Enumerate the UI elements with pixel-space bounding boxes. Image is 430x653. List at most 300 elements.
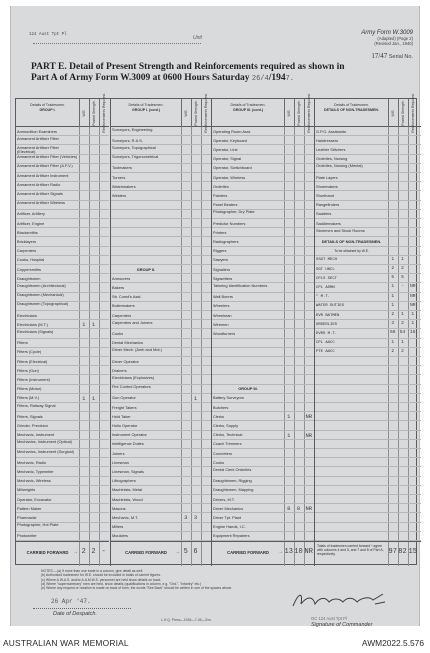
trade-label [316, 467, 387, 476]
table-row [16, 412, 109, 421]
table-row [111, 357, 211, 366]
accession-number: AWM2022.5.576 [361, 638, 424, 648]
table-row [16, 348, 109, 357]
trade-label: Welders [112, 192, 127, 198]
table-row [315, 127, 421, 136]
table-row [111, 403, 211, 412]
table-row [111, 458, 211, 467]
table-row [315, 458, 421, 467]
table-row [16, 247, 109, 256]
table-row [315, 339, 421, 348]
note-line: (d) Where "supernumerary" men are held, show details (qualifications in column, e.g. "Ord.", "Infantry" etc.) [41, 581, 202, 586]
table-row [111, 136, 211, 145]
non-tradesman-we: 1 [391, 256, 395, 262]
trade-label: G.P.O. Assistants [316, 128, 346, 134]
trade-label [316, 523, 387, 532]
group-label: GROUP III. (cont.) [232, 107, 264, 112]
table-row [315, 385, 421, 394]
group-label: GROUP I. [39, 107, 56, 112]
trade-label [316, 513, 387, 522]
trade-label: Electricians [17, 312, 37, 318]
trade-label: Joiners [112, 450, 125, 456]
table-row [111, 293, 211, 302]
unit-rule [33, 43, 201, 44]
serial-label: Serial No. [388, 54, 413, 60]
form-document [10, 6, 420, 626]
trade-label: Clerks [213, 413, 225, 419]
institution-name: AUSTRALIAN WAR MEMORIAL [3, 638, 129, 648]
part-title-line2 [31, 73, 411, 85]
table-row [16, 495, 109, 504]
note-line: (b) Authorised tradesmen for W.E. should be included in totals of carried figures. [41, 573, 162, 578]
trade-label: Driver Tpt. Plant [213, 514, 242, 520]
trade-label: Armament Artificer Fitter (A.F.V.) [17, 163, 73, 169]
table-row [16, 329, 109, 338]
table-row [111, 421, 211, 430]
row-value: 1 [287, 431, 291, 439]
table-row [111, 302, 211, 311]
table-row [212, 145, 314, 154]
arrow-icon: → [278, 549, 283, 555]
trade-label [316, 366, 387, 375]
table-row [16, 155, 109, 164]
table-row [16, 311, 109, 320]
table-group-group1c [110, 93, 210, 566]
table-row [16, 440, 109, 449]
table-row [315, 247, 421, 256]
trade-label: Grinder, Precision [17, 422, 48, 428]
table-row [111, 440, 211, 449]
table-row [16, 375, 109, 384]
trade-label [316, 477, 387, 486]
trade-label: Dental Clerk Orderlies [213, 467, 252, 472]
dispatch-rule [33, 608, 131, 609]
table-row [315, 136, 421, 145]
row-value: 3 [184, 514, 188, 522]
table-row [212, 403, 314, 412]
non-tradesman-we: 1 [391, 284, 395, 290]
table-row [16, 173, 109, 182]
column-header-w-e [388, 99, 398, 127]
unit-label: Unit [193, 35, 202, 41]
part-title-year-suffix: 7. [285, 75, 294, 83]
trade-label: Wall Borers [213, 294, 233, 300]
strength-table [15, 93, 417, 565]
carried-forward-value: 5 [183, 548, 188, 556]
trade-label [213, 339, 283, 348]
table-row [16, 191, 109, 200]
table-row [315, 164, 421, 173]
trade-label: Millers [112, 524, 124, 530]
dispatch-date: 26 Apr '47. [51, 598, 91, 605]
table-row [212, 486, 314, 495]
table-row [315, 375, 421, 384]
column-header-w-e [79, 99, 89, 127]
trade-label: Shorthand [316, 192, 334, 198]
column-header-posted-strength [294, 99, 304, 127]
table-row [212, 210, 314, 219]
trade-label: Mechanics, Instrument (Surgical) [17, 449, 74, 454]
table-row [16, 403, 109, 412]
table-row [111, 385, 211, 394]
row-value: 1 [82, 321, 86, 329]
column-header-text: W.E. [391, 109, 396, 117]
column-header-text: Reinforcements Required. [102, 93, 107, 133]
trade-label: Carpenters and Joiners [112, 320, 153, 325]
column-header-text: Posted Strength. [92, 100, 96, 126]
table-row [315, 366, 421, 375]
carried-forward-value: 2 [91, 548, 96, 556]
trade-label: Electricians (M.T.) [17, 321, 48, 327]
table-group-group1 [16, 93, 109, 566]
non-tradesman-posted: 2 [401, 266, 404, 271]
table-row [111, 486, 211, 495]
table-row [111, 191, 211, 200]
trade-label: Mechanic, Wireless [17, 478, 51, 484]
table-row [212, 477, 314, 486]
trade-label [112, 201, 180, 210]
table-row [16, 357, 109, 366]
trade-label [316, 385, 387, 394]
part-title-line1: PART E. Detail of Present Strength and Reinforcements required as shown in [31, 62, 345, 72]
non-tradesman-req: NR [409, 293, 416, 299]
table-row [111, 274, 211, 283]
totals-value: 97 [388, 548, 397, 556]
table-row [111, 394, 211, 403]
trade-label: Saddlemakers [316, 220, 341, 226]
trade-label: Machinists, Wood [112, 496, 143, 502]
trade-label: Armament Artificer Radio [17, 182, 61, 187]
non-tradesman-rank: SSGT MECH [316, 258, 338, 263]
carried-forward-value: - [101, 548, 106, 556]
totals-value: 15 [408, 548, 417, 556]
table-row [16, 182, 109, 191]
table-row [212, 449, 314, 458]
row-value: 1 [193, 394, 198, 402]
table-row [16, 201, 109, 210]
trade-label: Blacksmiths [17, 229, 38, 235]
table-row [16, 431, 109, 440]
table-row [212, 283, 314, 292]
non-tradesman-rank: WATER DUTIES [316, 304, 345, 309]
trade-label: Millwrights [17, 487, 36, 493]
trade-label: Draughtsmen, Rigging [213, 478, 252, 484]
non-tradesman-posted: - [401, 284, 404, 290]
trade-label: Orderlies [213, 183, 229, 189]
form-adapted: (Adapted) (Page 2) [377, 36, 413, 41]
trade-label: To be obtained by W.E. [334, 249, 369, 254]
table-row [212, 311, 314, 320]
unit-handwritten: 124 Aust Tpt Pl [29, 33, 67, 37]
column-header-text: Posted Strength. [401, 100, 405, 126]
non-tradesman-rank: CPL ADMN [316, 285, 335, 290]
table-row [315, 513, 421, 522]
trade-label: Signwriters [213, 275, 233, 281]
table-row [212, 532, 314, 541]
table-row [111, 256, 211, 265]
trade-label: Mechanic, Instrument [17, 432, 55, 438]
trade-label: Fitters (M.V.) [17, 395, 40, 401]
table-row [315, 302, 421, 311]
trade-label [316, 486, 387, 495]
trade-label: Freight Takers [112, 404, 137, 410]
trade-label [213, 348, 283, 357]
column-header-posted-strength [398, 99, 408, 127]
table-row [315, 403, 421, 412]
trade-label: Operating Room Asst. [213, 128, 252, 134]
column-header-reinforcements-required [408, 93, 419, 133]
trade-label: Gun Operator [112, 395, 136, 401]
trade-label: Draughtsmen [17, 275, 41, 281]
non-tradesman-posted: 1 [401, 256, 404, 262]
table-row [212, 136, 314, 145]
trade-label: Printers [213, 229, 227, 235]
trade-label: Armament Artificer Wireless [17, 200, 65, 206]
tradesmen-column-header [16, 99, 79, 127]
non-tradesman-req: NR [409, 302, 416, 308]
trade-label: Fitters, Railway Signal [17, 403, 56, 408]
trade-label: Wheelman [213, 312, 232, 318]
trade-label: Wiremen [213, 321, 229, 327]
trade-label: Shoemakers [316, 183, 338, 189]
table-row [212, 504, 314, 513]
form-reference [293, 30, 413, 46]
table-row [212, 412, 314, 421]
trade-label: Electricians (Signals) [17, 329, 54, 334]
table-row [315, 191, 421, 200]
row-value: 8 [296, 505, 301, 513]
table-row [16, 385, 109, 394]
trade-label: Linesman [112, 459, 129, 465]
part-title [31, 62, 411, 85]
group-heading: GROUP III. [238, 386, 258, 392]
table-row [212, 458, 314, 467]
trade-label: Drivers, M.T. [213, 496, 235, 502]
group-label: GROUP I. (cont.) [131, 107, 161, 112]
non-tradesman-rank: PTE AACC [316, 350, 335, 355]
carried-forward-label: CARRIED FORWARD [26, 550, 69, 555]
trade-label: Fire Control Operators [112, 384, 151, 390]
tradesmen-column-header [212, 99, 284, 127]
non-tradesman-we: 1 [391, 293, 395, 299]
trade-label: Operator, Keyboard [213, 137, 247, 143]
trade-label: Draughtsmen, Mapping [213, 487, 254, 493]
table-row [212, 256, 314, 265]
carried-forward-value: 2 [81, 548, 86, 556]
table-row [16, 237, 109, 246]
non-tradesman-posted: 5 [401, 275, 404, 281]
non-tradesman-posted: 1 [401, 339, 404, 345]
table-row [111, 513, 211, 522]
table-row [111, 164, 211, 173]
table-row [111, 477, 211, 486]
column-header-text: W.E. [287, 109, 292, 117]
commander-signature [289, 590, 389, 612]
form-revised: (Revised Jan., 1940) [374, 41, 413, 46]
trade-label: Pharmacist [17, 514, 37, 520]
trade-label [316, 449, 387, 458]
note-line: NOTES.—(a) If more than one trade in a column, give detail as well. [41, 569, 144, 573]
table-row [111, 173, 211, 182]
trade-label: Clerks, Technical [213, 432, 243, 438]
table-row [111, 283, 211, 292]
trade-label: Intelligence Duties [112, 441, 144, 447]
table-row [16, 293, 109, 302]
trade-label [112, 256, 180, 265]
table-row [111, 467, 211, 476]
trade-label [316, 375, 387, 384]
table-row [315, 237, 421, 246]
table-row [16, 477, 109, 486]
arrow-icon: → [175, 549, 180, 555]
form-header [11, 6, 421, 94]
non-tradesman-rank: CPLS SECT [316, 276, 338, 281]
trade-label: Tailoring Identification Numbers [213, 283, 268, 288]
carried-forward-row [212, 541, 314, 565]
dispatch-label: Date of Despatch. [53, 611, 98, 617]
trade-label: Turners [112, 174, 126, 180]
trade-label: Plate Layers [316, 174, 338, 180]
table-row [212, 293, 314, 302]
column-header-posted-strength [89, 99, 99, 127]
trade-label: Armament Artificer Fitter [17, 136, 59, 141]
signature-label: Signature of Commander [311, 622, 373, 628]
trade-label: Bricklayers [17, 238, 37, 244]
table-row [111, 320, 211, 329]
trade-label: Leather Stitchers [316, 146, 346, 152]
trade-label [316, 458, 387, 467]
table-row [212, 431, 314, 440]
trade-label: Artificer, Engine [17, 220, 45, 226]
trade-label: Surveyors, Topographical [112, 145, 156, 150]
table-row [315, 357, 421, 366]
row-value: 8 [287, 505, 291, 513]
trade-label: Predictor Numbers [213, 220, 246, 226]
table-group-group3a [211, 93, 313, 566]
trade-label: Radiographers [213, 238, 239, 244]
trade-label [316, 495, 387, 504]
group-heading: GROUP II. [136, 266, 156, 272]
table-row [212, 219, 314, 228]
table-row [111, 219, 211, 228]
trade-label: Engine Hands, I.C. [213, 524, 246, 530]
tradesmen-column-label: Details of Tradesmen. [128, 103, 164, 107]
carried-forward-label: CARRIED FORWARD [125, 550, 167, 555]
table-row [315, 329, 421, 338]
trade-label: Cooks [112, 330, 124, 336]
table-row [212, 182, 314, 191]
trade-label: DETAILS OF NON-TRADESMEN. [321, 238, 382, 244]
trade-label: Equipment Repairers [213, 533, 250, 539]
trade-label: Clerks, Supply [213, 422, 239, 428]
trade-label: Fitters (Gun) [17, 367, 39, 373]
table-row [315, 421, 421, 430]
table-row [315, 182, 421, 191]
table-row [212, 265, 314, 274]
part-title-line2-text: Part A of Army Form W.3009 at 0600 Hours Saturday [31, 73, 250, 83]
table-row [212, 201, 314, 210]
column-header-text: W.E. [184, 109, 189, 117]
table-row [16, 366, 109, 375]
trade-label: Bakers [112, 284, 125, 290]
table-row [111, 311, 211, 320]
non-tradesman-req: 1 [411, 312, 415, 317]
table-row [16, 449, 109, 458]
table-row [111, 247, 211, 256]
trade-label: Mechanic, Typewriter [17, 468, 54, 474]
totals-value: 82 [398, 548, 407, 556]
trade-label: Toolmakers [112, 165, 132, 171]
column-header-text: W.E. [82, 109, 87, 117]
non-tradesman-rank: CPL AACC [316, 341, 335, 346]
table-row [212, 228, 314, 237]
trade-label: Linesman, Signals [112, 468, 144, 474]
trade-label: Driver Mech. (Amb and Mot.) [112, 347, 162, 353]
tradesmen-column-label: Details of Tradesmen. [30, 103, 65, 107]
table-row [315, 274, 421, 283]
trade-label [316, 357, 387, 366]
row-value: NR [305, 413, 313, 421]
trade-label: Saddlers [316, 211, 332, 217]
trade-label: Fitters (Cycle) [17, 349, 42, 355]
table-row [16, 320, 109, 329]
table-row [111, 375, 211, 384]
table-row [16, 513, 109, 522]
printer-line: L.H.Q. Press—1945—7-45—3/m. [161, 618, 212, 622]
trade-label: Photographer, Dry Plate [213, 209, 255, 215]
table-row [315, 504, 421, 513]
trade-label: Concreters [213, 450, 233, 456]
trade-label: Fitters (Motor) [17, 386, 42, 392]
table-row [315, 173, 421, 182]
trade-label: Cooks [213, 459, 225, 465]
carried-forward-value: 6 [193, 548, 198, 556]
part-title-date: 26/4 [251, 75, 269, 83]
table-row [111, 182, 211, 191]
trade-label: Armament Artificer Fitter (Electrical) [17, 145, 59, 155]
table-row [212, 513, 314, 522]
table-row [212, 164, 314, 173]
table-row [212, 385, 314, 394]
trade-label: Instrument Operator [112, 432, 147, 438]
table-row [315, 219, 421, 228]
table-row [315, 348, 421, 357]
table-row [111, 339, 211, 348]
table-row [212, 237, 314, 246]
trade-label [112, 237, 180, 246]
column-header-text: Posted Strength. [194, 100, 198, 126]
non-tradesman-posted: 54 [399, 330, 406, 336]
tradesmen-column-header [315, 99, 388, 127]
table-row [111, 412, 211, 421]
table-row [111, 155, 211, 164]
trade-label: Mechanics, Instrument (Optical) [17, 439, 72, 445]
table-row [111, 237, 211, 246]
trade-label [112, 228, 180, 237]
table-row [16, 274, 109, 283]
table-row [315, 523, 421, 532]
trade-label [316, 412, 387, 421]
non-tradesman-we: 2 [391, 312, 395, 317]
archive-footer [0, 630, 430, 653]
table-row [315, 412, 421, 421]
table-row [16, 228, 109, 237]
table-row [16, 164, 109, 173]
trade-label: Driver Operator [112, 358, 139, 364]
trade-label: Armourers [112, 275, 131, 281]
row-value: 1 [91, 321, 96, 329]
column-header-text: Reinforcements Required. [411, 93, 416, 133]
